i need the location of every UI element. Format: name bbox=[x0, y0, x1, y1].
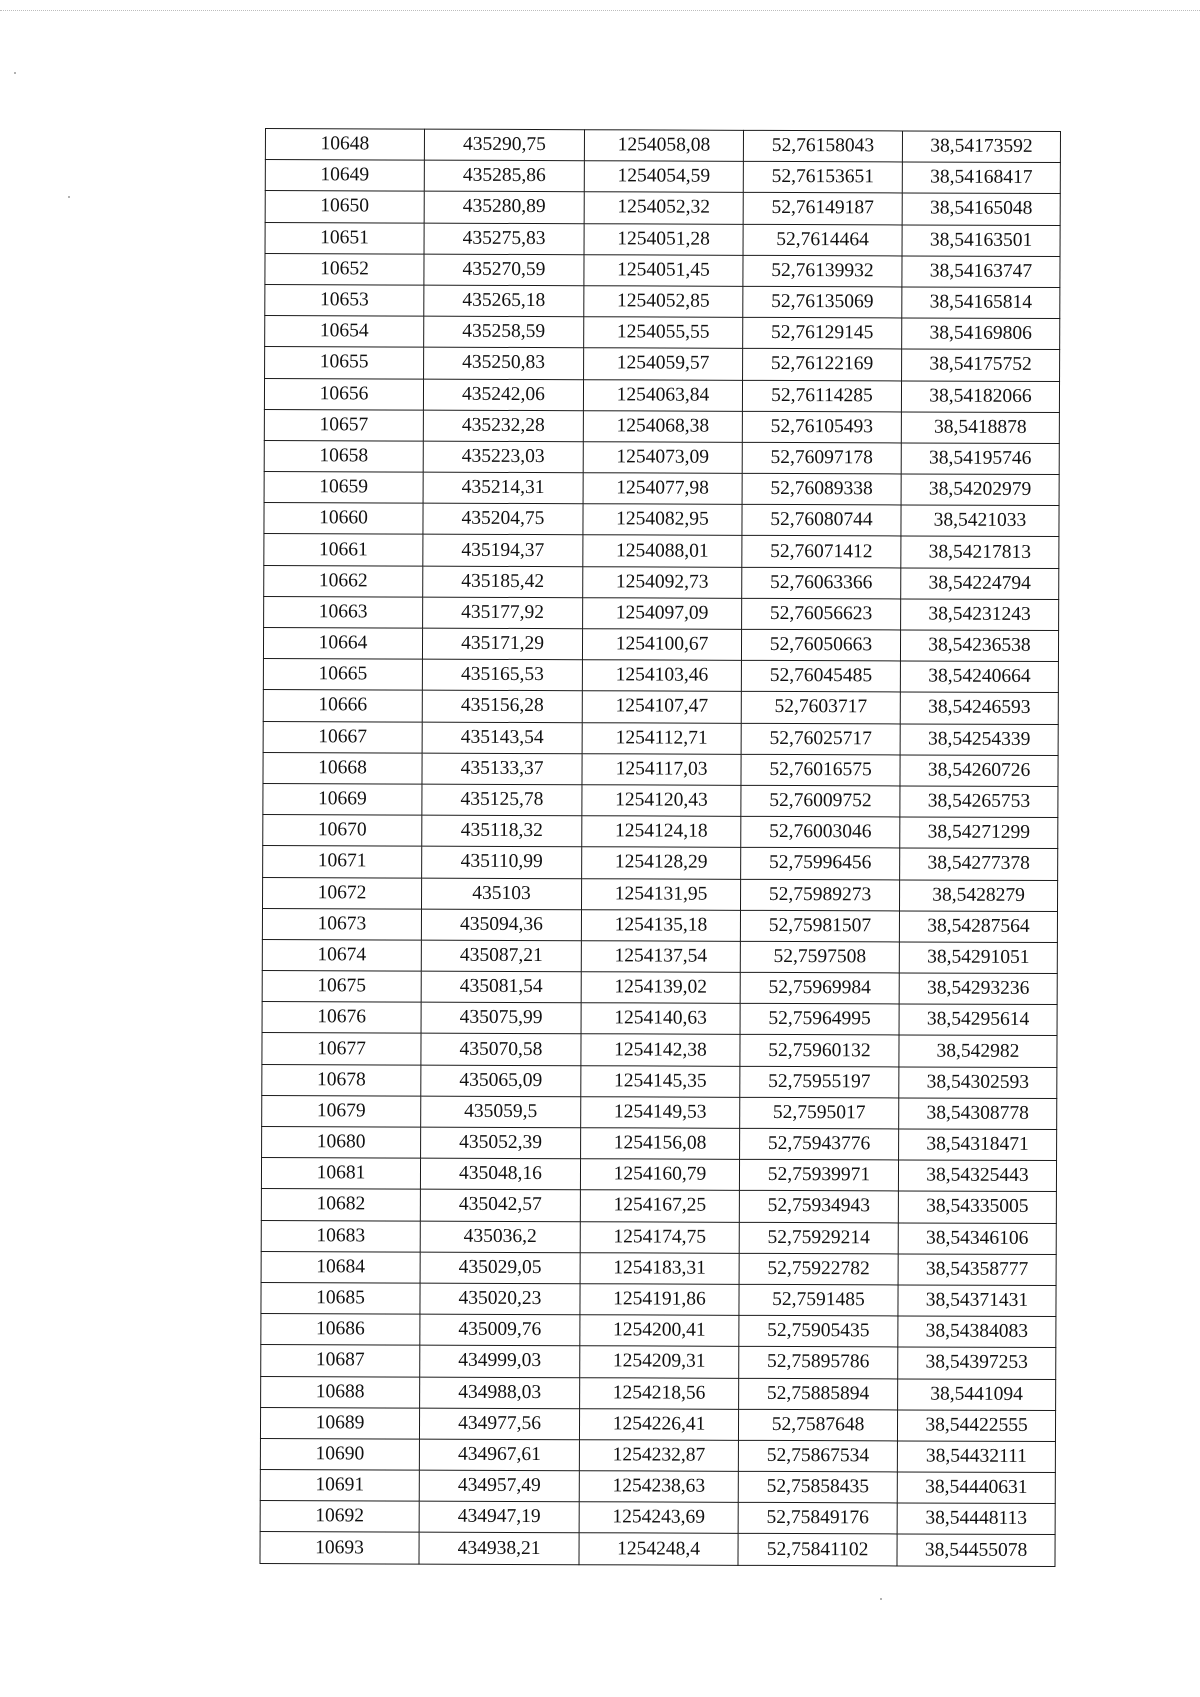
table-row bbox=[260, 1438, 1055, 1472]
latitude-cell: 52,76080744 bbox=[742, 505, 901, 537]
table-row bbox=[263, 752, 1058, 786]
x-coordinate-cell: 435194,37 bbox=[423, 535, 583, 567]
table-row bbox=[262, 1095, 1057, 1129]
point-number-cell: 10683 bbox=[261, 1220, 420, 1252]
longitude-cell: 38,54254339 bbox=[900, 724, 1058, 756]
table-row bbox=[264, 440, 1059, 474]
table-row bbox=[265, 129, 1060, 163]
x-coordinate-cell: 434938,21 bbox=[419, 1533, 579, 1565]
x-coordinate-cell: 435070,58 bbox=[421, 1034, 581, 1066]
latitude-cell: 52,7591485 bbox=[739, 1284, 898, 1316]
table-row bbox=[261, 1220, 1056, 1254]
longitude-cell: 38,54265753 bbox=[900, 786, 1058, 818]
latitude-cell: 52,76045485 bbox=[741, 661, 900, 693]
latitude-cell: 52,76009752 bbox=[741, 785, 900, 817]
latitude-cell: 52,75996456 bbox=[741, 848, 900, 880]
table-row bbox=[264, 378, 1059, 412]
y-coordinate-cell: 1254054,59 bbox=[584, 161, 743, 193]
table-row bbox=[265, 191, 1060, 225]
x-coordinate-cell: 435036,2 bbox=[420, 1221, 580, 1253]
longitude-cell: 38,54346106 bbox=[898, 1223, 1056, 1255]
x-coordinate-cell: 435075,99 bbox=[421, 1002, 581, 1034]
latitude-cell: 52,75939971 bbox=[739, 1160, 898, 1192]
y-coordinate-cell: 1254107,47 bbox=[582, 691, 741, 723]
y-coordinate-cell: 1254052,85 bbox=[584, 286, 743, 318]
point-number-cell: 10693 bbox=[260, 1532, 419, 1564]
table-row bbox=[265, 284, 1060, 318]
longitude-cell: 38,5418878 bbox=[901, 412, 1059, 444]
longitude-cell: 38,54371431 bbox=[898, 1285, 1056, 1317]
y-coordinate-cell: 1254131,95 bbox=[582, 878, 741, 910]
longitude-cell: 38,54224794 bbox=[901, 568, 1059, 600]
table-row bbox=[261, 1189, 1056, 1223]
longitude-cell: 38,54293236 bbox=[899, 973, 1057, 1005]
y-coordinate-cell: 1254139,02 bbox=[581, 972, 740, 1004]
x-coordinate-cell: 435275,83 bbox=[424, 223, 584, 255]
longitude-cell: 38,54422555 bbox=[897, 1410, 1055, 1442]
latitude-cell: 52,7597508 bbox=[740, 941, 899, 973]
latitude-cell: 52,76129145 bbox=[743, 317, 902, 349]
latitude-cell: 52,75934943 bbox=[739, 1191, 898, 1223]
latitude-cell: 52,76139932 bbox=[743, 255, 902, 287]
x-coordinate-cell: 435048,16 bbox=[420, 1158, 580, 1190]
point-number-cell: 10657 bbox=[264, 409, 423, 441]
y-coordinate-cell: 1254238,63 bbox=[579, 1471, 738, 1503]
longitude-cell: 38,54168417 bbox=[902, 162, 1060, 194]
longitude-cell: 38,5441094 bbox=[898, 1378, 1056, 1410]
point-number-cell: 10666 bbox=[263, 690, 422, 722]
table-row bbox=[261, 1376, 1056, 1410]
latitude-cell: 52,75867534 bbox=[738, 1440, 897, 1472]
latitude-cell: 52,75841102 bbox=[738, 1534, 897, 1566]
y-coordinate-cell: 1254058,08 bbox=[584, 130, 743, 162]
y-coordinate-cell: 1254145,35 bbox=[581, 1065, 740, 1097]
scan-speck bbox=[68, 196, 70, 198]
table-row bbox=[263, 721, 1058, 755]
latitude-cell: 52,76105493 bbox=[742, 411, 901, 443]
longitude-cell: 38,54358777 bbox=[898, 1254, 1056, 1286]
table-row bbox=[265, 347, 1060, 381]
latitude-cell: 52,7587648 bbox=[738, 1409, 897, 1441]
longitude-cell: 38,54260726 bbox=[900, 755, 1058, 787]
y-coordinate-cell: 1254097,09 bbox=[583, 598, 742, 630]
longitude-cell: 38,5421033 bbox=[901, 505, 1059, 537]
x-coordinate-cell: 435223,03 bbox=[423, 441, 583, 473]
latitude-cell: 52,75922782 bbox=[739, 1253, 898, 1285]
latitude-cell: 52,76149187 bbox=[743, 193, 902, 225]
latitude-cell: 52,75849176 bbox=[738, 1503, 897, 1535]
longitude-cell: 38,54397253 bbox=[898, 1347, 1056, 1379]
y-coordinate-cell: 1254149,53 bbox=[581, 1097, 740, 1129]
latitude-cell: 52,75955197 bbox=[740, 1066, 899, 1098]
longitude-cell: 38,54308778 bbox=[899, 1098, 1057, 1130]
point-number-cell: 10648 bbox=[265, 129, 424, 161]
longitude-cell: 38,54217813 bbox=[901, 536, 1059, 568]
longitude-cell: 38,54236538 bbox=[900, 630, 1058, 662]
point-number-cell: 10671 bbox=[263, 846, 422, 878]
y-coordinate-cell: 1254073,09 bbox=[583, 442, 742, 474]
coordinates-table bbox=[259, 128, 1061, 1567]
latitude-cell: 52,76153651 bbox=[743, 162, 902, 194]
point-number-cell: 10665 bbox=[263, 659, 422, 691]
x-coordinate-cell: 435052,39 bbox=[421, 1127, 581, 1159]
y-coordinate-cell: 1254167,25 bbox=[580, 1190, 739, 1222]
table-row bbox=[262, 1126, 1057, 1160]
x-coordinate-cell: 435065,09 bbox=[421, 1065, 581, 1097]
y-coordinate-cell: 1254112,71 bbox=[582, 722, 741, 754]
table-row bbox=[263, 877, 1058, 911]
point-number-cell: 10679 bbox=[262, 1095, 421, 1127]
y-coordinate-cell: 1254055,55 bbox=[584, 317, 743, 349]
point-number-cell: 10685 bbox=[261, 1282, 420, 1314]
y-coordinate-cell: 1254100,67 bbox=[582, 629, 741, 661]
y-coordinate-cell: 1254128,29 bbox=[582, 847, 741, 879]
point-number-cell: 10660 bbox=[264, 503, 423, 535]
point-number-cell: 10654 bbox=[265, 316, 424, 348]
y-coordinate-cell: 1254142,38 bbox=[581, 1034, 740, 1066]
point-number-cell: 10677 bbox=[262, 1033, 421, 1065]
longitude-cell: 38,5428279 bbox=[899, 879, 1057, 911]
y-coordinate-cell: 1254248,4 bbox=[579, 1533, 738, 1565]
longitude-cell: 38,54318471 bbox=[899, 1129, 1057, 1161]
point-number-cell: 10691 bbox=[260, 1470, 419, 1502]
latitude-cell: 52,75858435 bbox=[738, 1471, 897, 1503]
x-coordinate-cell: 435242,06 bbox=[423, 379, 583, 411]
x-coordinate-cell: 435103 bbox=[422, 878, 582, 910]
y-coordinate-cell: 1254174,75 bbox=[580, 1221, 739, 1253]
latitude-cell: 52,76089338 bbox=[742, 473, 901, 505]
latitude-cell: 52,7614464 bbox=[743, 224, 902, 256]
point-number-cell: 10689 bbox=[260, 1407, 419, 1439]
y-coordinate-cell: 1254124,18 bbox=[582, 816, 741, 848]
longitude-cell: 38,54169806 bbox=[902, 318, 1060, 350]
latitude-cell: 52,76063366 bbox=[742, 567, 901, 599]
point-number-cell: 10682 bbox=[261, 1189, 420, 1221]
longitude-cell: 38,54384083 bbox=[898, 1316, 1056, 1348]
x-coordinate-cell: 435250,83 bbox=[424, 347, 584, 379]
latitude-cell: 52,76114285 bbox=[742, 380, 901, 412]
table-row bbox=[260, 1407, 1055, 1441]
y-coordinate-cell: 1254082,95 bbox=[583, 504, 742, 536]
point-number-cell: 10664 bbox=[263, 627, 422, 659]
latitude-cell: 52,7595017 bbox=[740, 1097, 899, 1129]
y-coordinate-cell: 1254191,86 bbox=[580, 1284, 739, 1316]
scan-speck bbox=[880, 1598, 882, 1600]
latitude-cell: 52,75969984 bbox=[740, 972, 899, 1004]
point-number-cell: 10650 bbox=[265, 191, 424, 223]
y-coordinate-cell: 1254051,28 bbox=[584, 223, 743, 255]
y-coordinate-cell: 1254117,03 bbox=[582, 753, 741, 785]
y-coordinate-cell: 1254063,84 bbox=[583, 379, 742, 411]
point-number-cell: 10658 bbox=[264, 440, 423, 472]
table-row bbox=[262, 1033, 1057, 1067]
y-coordinate-cell: 1254140,63 bbox=[581, 1003, 740, 1035]
x-coordinate-cell: 434988,03 bbox=[420, 1377, 580, 1409]
point-number-cell: 10669 bbox=[263, 783, 422, 815]
y-coordinate-cell: 1254077,98 bbox=[583, 473, 742, 505]
point-number-cell: 10692 bbox=[260, 1501, 419, 1533]
longitude-cell: 38,54165048 bbox=[902, 193, 1060, 225]
point-number-cell: 10676 bbox=[262, 1002, 421, 1034]
x-coordinate-cell: 435125,78 bbox=[422, 784, 582, 816]
x-coordinate-cell: 435265,18 bbox=[424, 285, 584, 317]
x-coordinate-cell: 435081,54 bbox=[421, 971, 581, 1003]
point-number-cell: 10656 bbox=[264, 378, 423, 410]
point-number-cell: 10659 bbox=[264, 472, 423, 504]
point-number-cell: 10652 bbox=[265, 253, 424, 285]
x-coordinate-cell: 435059,5 bbox=[421, 1096, 581, 1128]
point-number-cell: 10674 bbox=[262, 939, 421, 971]
point-number-cell: 10681 bbox=[261, 1158, 420, 1190]
point-number-cell: 10649 bbox=[265, 160, 424, 192]
x-coordinate-cell: 435133,37 bbox=[422, 753, 582, 785]
x-coordinate-cell: 435165,53 bbox=[422, 659, 582, 691]
table-row bbox=[265, 160, 1060, 194]
table-row bbox=[261, 1345, 1056, 1379]
point-number-cell: 10670 bbox=[263, 815, 422, 847]
table-row bbox=[260, 1470, 1055, 1504]
table-row bbox=[264, 409, 1059, 443]
x-coordinate-cell: 435094,36 bbox=[421, 909, 581, 941]
x-coordinate-cell: 435258,59 bbox=[424, 316, 584, 348]
longitude-cell: 38,54195746 bbox=[901, 443, 1059, 475]
longitude-cell: 38,54202979 bbox=[901, 474, 1059, 506]
latitude-cell: 52,76158043 bbox=[743, 130, 902, 162]
longitude-cell: 38,54295614 bbox=[899, 1004, 1057, 1036]
x-coordinate-cell: 435156,28 bbox=[422, 690, 582, 722]
point-number-cell: 10678 bbox=[262, 1064, 421, 1096]
latitude-cell: 52,76050663 bbox=[741, 629, 900, 661]
table-row bbox=[262, 908, 1057, 942]
y-coordinate-cell: 1254218,56 bbox=[580, 1377, 739, 1409]
longitude-cell: 38,54335005 bbox=[898, 1191, 1056, 1223]
coordinates-table-body bbox=[260, 129, 1061, 1567]
x-coordinate-cell: 435171,29 bbox=[422, 628, 582, 660]
x-coordinate-cell: 435214,31 bbox=[423, 472, 583, 504]
latitude-cell: 52,75981507 bbox=[740, 910, 899, 942]
point-number-cell: 10675 bbox=[262, 971, 421, 1003]
longitude-cell: 38,54448113 bbox=[897, 1503, 1055, 1535]
point-number-cell: 10668 bbox=[263, 752, 422, 784]
x-coordinate-cell: 435232,28 bbox=[423, 410, 583, 442]
point-number-cell: 10684 bbox=[261, 1251, 420, 1283]
y-coordinate-cell: 1254137,54 bbox=[581, 941, 740, 973]
x-coordinate-cell: 435029,05 bbox=[420, 1252, 580, 1284]
table-row bbox=[262, 1064, 1057, 1098]
point-number-cell: 10655 bbox=[265, 347, 424, 379]
longitude-cell: 38,54165814 bbox=[902, 287, 1060, 319]
table-row bbox=[261, 1158, 1056, 1192]
point-number-cell: 10651 bbox=[265, 222, 424, 254]
x-coordinate-cell: 435020,23 bbox=[420, 1283, 580, 1315]
x-coordinate-cell: 435280,89 bbox=[424, 191, 584, 223]
y-coordinate-cell: 1254209,31 bbox=[580, 1346, 739, 1378]
longitude-cell: 38,54231243 bbox=[901, 599, 1059, 631]
table-row bbox=[261, 1251, 1056, 1285]
y-coordinate-cell: 1254120,43 bbox=[582, 785, 741, 817]
longitude-cell: 38,54277378 bbox=[900, 848, 1058, 880]
longitude-cell: 38,54173592 bbox=[902, 131, 1060, 163]
y-coordinate-cell: 1254243,69 bbox=[579, 1502, 738, 1534]
x-coordinate-cell: 435143,54 bbox=[422, 722, 582, 754]
x-coordinate-cell: 435270,59 bbox=[424, 254, 584, 286]
latitude-cell: 52,76003046 bbox=[741, 816, 900, 848]
longitude-cell: 38,54246593 bbox=[900, 692, 1058, 724]
table-row bbox=[262, 1002, 1057, 1036]
y-coordinate-cell: 1254156,08 bbox=[581, 1128, 740, 1160]
latitude-cell: 52,75943776 bbox=[740, 1128, 899, 1160]
x-coordinate-cell: 434999,03 bbox=[420, 1345, 580, 1377]
latitude-cell: 52,76016575 bbox=[741, 754, 900, 786]
point-number-cell: 10680 bbox=[262, 1126, 421, 1158]
table-row bbox=[264, 565, 1059, 599]
table-row bbox=[263, 846, 1058, 880]
y-coordinate-cell: 1254135,18 bbox=[581, 909, 740, 941]
latitude-cell: 52,76122169 bbox=[743, 349, 902, 381]
x-coordinate-cell: 435009,76 bbox=[420, 1314, 580, 1346]
longitude-cell: 38,54163747 bbox=[902, 256, 1060, 288]
y-coordinate-cell: 1254183,31 bbox=[580, 1252, 739, 1284]
x-coordinate-cell: 435290,75 bbox=[424, 129, 584, 161]
point-number-cell: 10662 bbox=[264, 565, 423, 597]
table-row bbox=[265, 222, 1060, 256]
point-number-cell: 10667 bbox=[263, 721, 422, 753]
scan-speck bbox=[14, 72, 16, 74]
longitude-cell: 38,54325443 bbox=[898, 1160, 1056, 1192]
x-coordinate-cell: 434957,49 bbox=[419, 1470, 579, 1502]
y-coordinate-cell: 1254068,38 bbox=[583, 410, 742, 442]
latitude-cell: 52,75989273 bbox=[741, 879, 900, 911]
y-coordinate-cell: 1254226,41 bbox=[579, 1408, 738, 1440]
table-row bbox=[260, 1501, 1055, 1535]
point-number-cell: 10653 bbox=[265, 284, 424, 316]
latitude-cell: 52,75964995 bbox=[740, 1004, 899, 1036]
point-number-cell: 10661 bbox=[264, 534, 423, 566]
point-number-cell: 10690 bbox=[260, 1438, 419, 1470]
latitude-cell: 52,75905435 bbox=[739, 1315, 898, 1347]
longitude-cell: 38,54271299 bbox=[900, 817, 1058, 849]
longitude-cell: 38,54291051 bbox=[899, 942, 1057, 974]
x-coordinate-cell: 434967,61 bbox=[419, 1439, 579, 1471]
y-coordinate-cell: 1254052,32 bbox=[584, 192, 743, 224]
x-coordinate-cell: 435177,92 bbox=[423, 597, 583, 629]
latitude-cell: 52,75885894 bbox=[739, 1378, 898, 1410]
x-coordinate-cell: 435118,32 bbox=[422, 815, 582, 847]
table-row bbox=[264, 472, 1059, 506]
y-coordinate-cell: 1254088,01 bbox=[583, 535, 742, 567]
table-row bbox=[263, 627, 1058, 661]
x-coordinate-cell: 434947,19 bbox=[419, 1501, 579, 1533]
scan-edge-line bbox=[0, 10, 1200, 11]
y-coordinate-cell: 1254232,87 bbox=[579, 1440, 738, 1472]
y-coordinate-cell: 1254059,57 bbox=[584, 348, 743, 380]
table-row bbox=[260, 1532, 1055, 1566]
longitude-cell: 38,54182066 bbox=[901, 380, 1059, 412]
latitude-cell: 52,76056623 bbox=[742, 598, 901, 630]
table-row bbox=[261, 1314, 1056, 1348]
point-number-cell: 10663 bbox=[264, 596, 423, 628]
longitude-cell: 38,54440631 bbox=[897, 1472, 1055, 1504]
y-coordinate-cell: 1254160,79 bbox=[580, 1159, 739, 1191]
y-coordinate-cell: 1254103,46 bbox=[582, 660, 741, 692]
x-coordinate-cell: 435110,99 bbox=[422, 846, 582, 878]
table-row bbox=[263, 659, 1058, 693]
table-row bbox=[263, 690, 1058, 724]
x-coordinate-cell: 434977,56 bbox=[419, 1408, 579, 1440]
longitude-cell: 38,54163501 bbox=[902, 225, 1060, 257]
table-row bbox=[265, 253, 1060, 287]
latitude-cell: 52,75960132 bbox=[740, 1035, 899, 1067]
longitude-cell: 38,54175752 bbox=[902, 349, 1060, 381]
x-coordinate-cell: 435185,42 bbox=[423, 566, 583, 598]
point-number-cell: 10688 bbox=[261, 1376, 420, 1408]
longitude-cell: 38,54432111 bbox=[897, 1441, 1055, 1473]
table-row bbox=[264, 534, 1059, 568]
longitude-cell: 38,54240664 bbox=[900, 661, 1058, 693]
latitude-cell: 52,76071412 bbox=[742, 536, 901, 568]
point-number-cell: 10687 bbox=[261, 1345, 420, 1377]
y-coordinate-cell: 1254200,41 bbox=[580, 1315, 739, 1347]
table-row bbox=[264, 503, 1059, 537]
longitude-cell: 38,542982 bbox=[899, 1035, 1057, 1067]
latitude-cell: 52,76135069 bbox=[743, 286, 902, 318]
x-coordinate-cell: 435285,86 bbox=[424, 160, 584, 192]
table-row bbox=[262, 971, 1057, 1005]
longitude-cell: 38,54455078 bbox=[897, 1534, 1055, 1566]
point-number-cell: 10686 bbox=[261, 1314, 420, 1346]
latitude-cell: 52,7603717 bbox=[741, 692, 900, 724]
point-number-cell: 10672 bbox=[263, 877, 422, 909]
x-coordinate-cell: 435087,21 bbox=[421, 940, 581, 972]
table-row bbox=[262, 939, 1057, 973]
table-row bbox=[265, 316, 1060, 350]
latitude-cell: 52,75929214 bbox=[739, 1222, 898, 1254]
latitude-cell: 52,76097178 bbox=[742, 442, 901, 474]
table-row bbox=[263, 815, 1058, 849]
table-row bbox=[261, 1282, 1056, 1316]
latitude-cell: 52,76025717 bbox=[741, 723, 900, 755]
point-number-cell: 10673 bbox=[262, 908, 421, 940]
table-row bbox=[263, 783, 1058, 817]
x-coordinate-cell: 435042,57 bbox=[420, 1189, 580, 1221]
latitude-cell: 52,75895786 bbox=[739, 1347, 898, 1379]
longitude-cell: 38,54302593 bbox=[899, 1067, 1057, 1099]
y-coordinate-cell: 1254092,73 bbox=[583, 566, 742, 598]
longitude-cell: 38,54287564 bbox=[899, 911, 1057, 943]
y-coordinate-cell: 1254051,45 bbox=[584, 254, 743, 286]
table-row bbox=[264, 596, 1059, 630]
x-coordinate-cell: 435204,75 bbox=[423, 503, 583, 535]
